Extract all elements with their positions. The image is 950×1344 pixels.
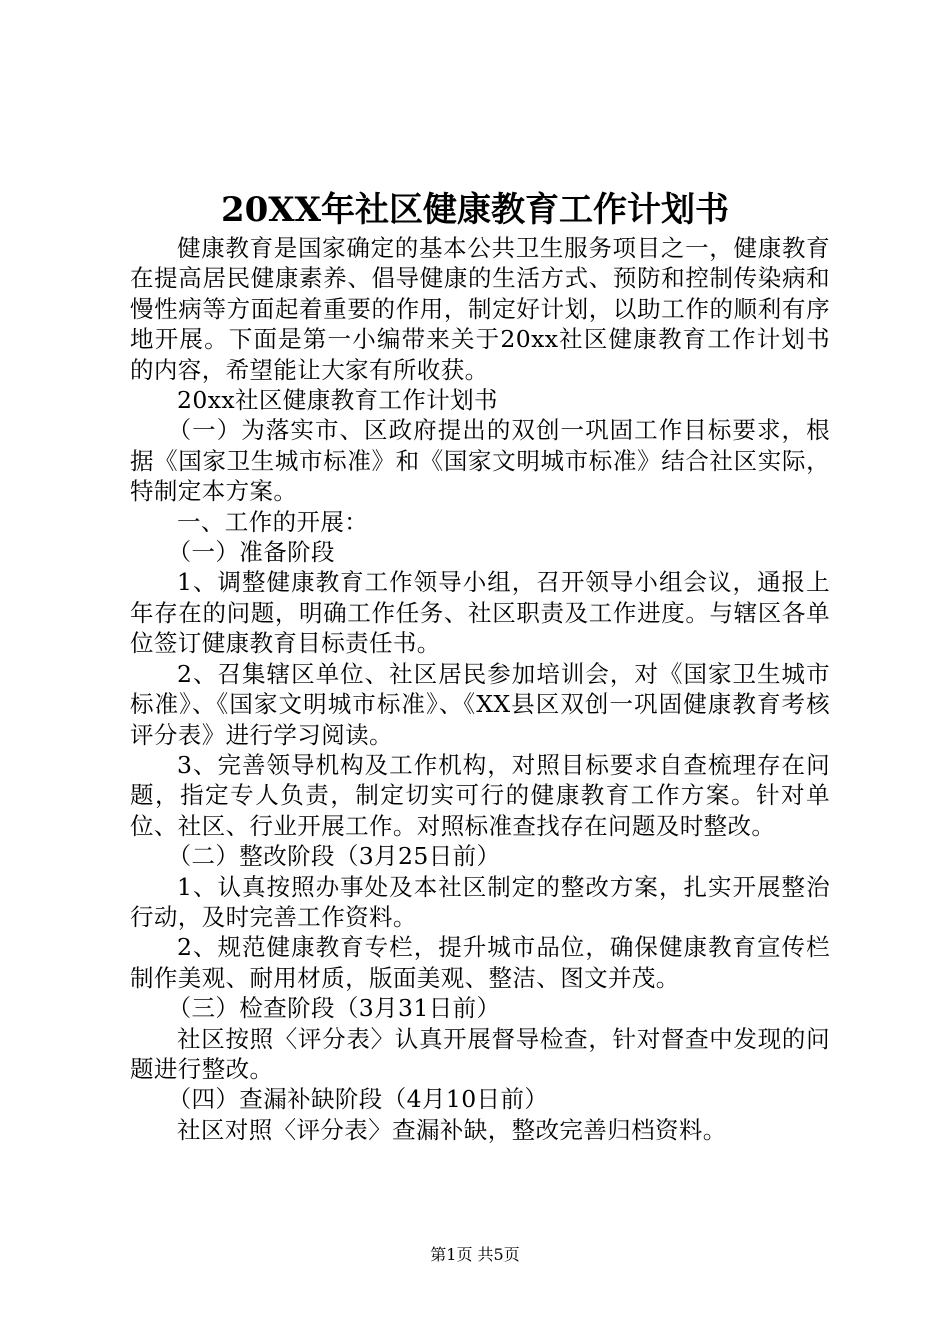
stage-heading-fill-gaps: （四）查漏补缺阶段（4月10日前） bbox=[167, 1085, 549, 1114]
page-footer: 第1页 共5页 bbox=[430, 1245, 520, 1264]
intro-paragraph: 健康教育是国家确定的基本公共卫生服务项目之一，健康教育在提高居民健康素养、倡导健康的生活方式、预防和控制传染病和慢性病等方面起着重要的作用，制定好计划，以助工作的顺利有序地开展。下面是第一小编带来关于20xx社区健康教育工作计划书的内容，希望能让大家有所收获。 bbox=[130, 234, 830, 384]
stage-heading-prepare: （一）准备阶段 bbox=[167, 538, 335, 567]
paragraph-purpose: （一）为落实市、区政府提出的双创一巩固工作目标要求，根据《国家卫生城市标准》和《国家文明城市标准》结合社区实际，特制定本方案。 bbox=[130, 416, 830, 506]
document-title: 20XX年社区健康教育工作计划书 bbox=[220, 190, 730, 230]
stage-heading-inspect: （三）检查阶段（3月31日前） bbox=[167, 994, 501, 1023]
stage-heading-rectify: （二）整改阶段（3月25日前） bbox=[167, 842, 501, 871]
list-item: 1、认真按照办事处及本社区制定的整改方案，扎实开展整治行动，及时完善工作资料。 bbox=[130, 872, 830, 931]
paragraph-fill-gaps: 社区对照〈评分表〉查漏补缺，整改完善归档资料。 bbox=[177, 1115, 727, 1144]
plan-subtitle: 20xx社区健康教育工作计划书 bbox=[177, 386, 498, 415]
section-heading-work: 一、工作的开展： bbox=[177, 507, 369, 536]
list-item: 2、召集辖区单位、社区居民参加培训会，对《国家卫生城市标准》、《国家文明城市标准》、《XX县区双创一巩固健康教育考核评分表》进行学习阅读。 bbox=[130, 659, 830, 749]
list-item: 2、规范健康教育专栏，提升城市品位，确保健康教育宣传栏制作美观、耐用材质，版面美观、整洁、图文并茂。 bbox=[130, 933, 830, 992]
list-item: 3、完善领导机构及工作机构，对照目标要求自查梳理存在问题，指定专人负责，制定切实可行的健康教育工作方案。针对单位、社区、行业开展工作。对照标准查找存在问题及时整改。 bbox=[130, 750, 830, 840]
list-item: 1、调整健康教育工作领导小组，召开领导小组会议，通报上年存在的问题，明确工作任务、社区职责及工作进度。与辖区各单位签订健康教育目标责任书。 bbox=[130, 568, 830, 658]
document-body bbox=[130, 233, 830, 1145]
paragraph-inspect: 社区按照〈评分表〉认真开展督导检查，针对督查中发现的问题进行整改。 bbox=[130, 1024, 830, 1083]
